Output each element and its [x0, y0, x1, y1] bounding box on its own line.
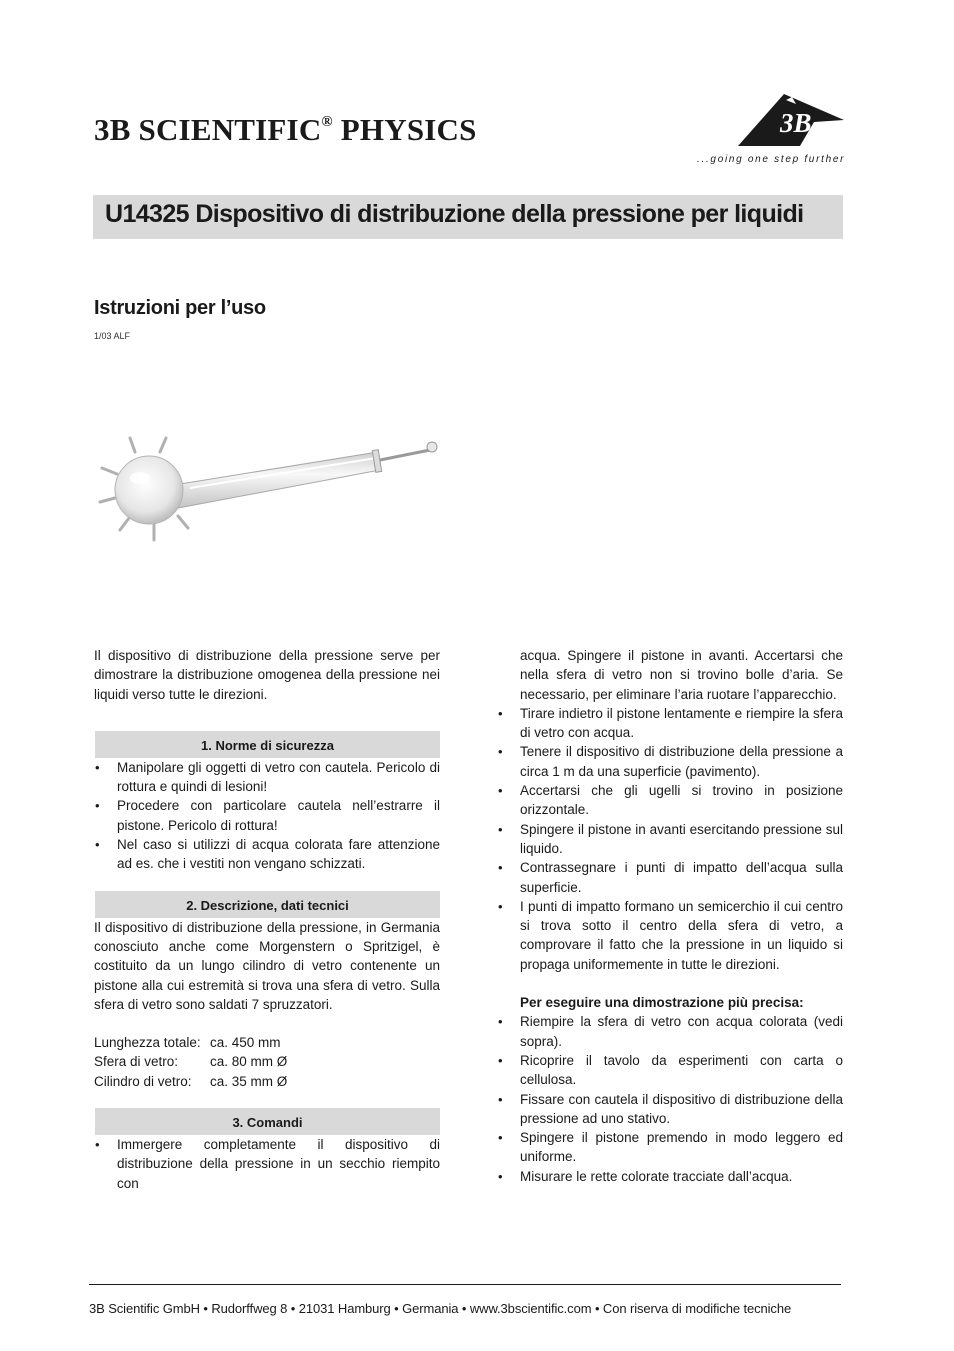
list-item: • Ricoprire il tavolo da esperimenti con carta o cellulosa. — [497, 1051, 843, 1090]
spec-label: Sfera di vetro: — [94, 1054, 179, 1070]
precise-list — [497, 1012, 843, 1186]
registered-mark: ® — [321, 114, 333, 130]
subtitle: Istruzioni per l’uso — [94, 297, 266, 319]
controls-list-right — [497, 704, 843, 974]
list-item: • Spingere il pistone premendo in modo leggero ed uniforme. — [497, 1128, 843, 1167]
right-column — [497, 646, 843, 1186]
list-item: • Accertarsi che gli ugelli si trovino in posizione orizzontale. — [497, 781, 843, 820]
intro-paragraph: Il dispositivo di distribuzione della pressione serve per dimostrare la distribuzione omogenea della pressione nei liquidi verso tutte le direzioni. — [94, 648, 440, 702]
list-item: • I punti di impatto formano un semicerchio il cui centro si trova sotto il centro della sfera di vetro, a comprovare il fatto che la pressione in un liquido si propaga uniformemente in tutte le direzioni. — [497, 897, 843, 974]
spec-row — [94, 1072, 440, 1091]
list-item: • Fissare con cautela il dispositivo di distribuzione della pressione ad uno stativo. — [497, 1090, 843, 1129]
list-item: • Riempire la sfera di vetro con acqua colorata (vedi sopra). — [497, 1012, 843, 1051]
spec-label: Cilindro di vetro: — [94, 1073, 192, 1089]
footer-divider — [89, 1284, 841, 1285]
section-heading-controls: 3. Comandi — [95, 1108, 440, 1135]
list-item: • Immergere completamente il dispositivo di distribuzione della pressione in un secchio riempito con — [94, 1135, 440, 1193]
controls-list-left — [94, 1135, 440, 1193]
safety-list — [94, 758, 440, 874]
version-code: 1/03 ALF — [94, 331, 131, 341]
product-illustration — [94, 430, 444, 560]
section-heading-description: 2. Descrizione, dati tecnici — [95, 891, 440, 918]
list-item: • Procedere con particolare cautela nell’estrarre il pistone. Pericolo di rottura! — [94, 796, 440, 835]
list-item: • Manipolare gli oggetti di vetro con cautela. Pericolo di rottura e quindi di lesioni! — [94, 758, 440, 797]
spec-value: ca. 35 mm Ø — [210, 1073, 288, 1089]
logo-text: 3B — [780, 108, 812, 138]
list-item: • Tenere il dispositivo di distribuzione della pressione a circa 1 m da una superficie (pavimento). — [497, 742, 843, 781]
title-bar — [93, 195, 843, 239]
spec-row — [94, 1052, 440, 1071]
left-column — [94, 646, 440, 1193]
description-paragraph: Il dispositivo di distribuzione della pressione, in Germania conosciuto anche come Morgenstern o Spritzigel, è costituito da un lungo cilindro di vetro contenente un pistone alla cui estremità si trova una sfera di vetro. Sulla sfera di vetro sono saldati 7 spruzzatori. — [94, 919, 440, 1012]
brand-title — [94, 112, 477, 148]
tagline: ...going one step further — [697, 154, 846, 165]
page-title: U14325 Dispositivo di distribuzione della pressione per liquidi — [105, 200, 804, 228]
list-item: • Nel caso si utilizzi di acqua colorata fare attenzione ad es. che i vestiti non vengano schizzati. — [94, 835, 440, 874]
list-item: • Misurare le rette colorate tracciate dall’acqua. — [497, 1167, 843, 1186]
brand-main: 3B SCIENTIFIC — [94, 112, 322, 147]
controls-continuation: acqua. Spingere il pistone in avanti. Accertarsi che nella sfera di vetro non si trovino bolle d’aria. Se necessario, per eliminare l’aria ruotare l’apparecchio. — [520, 648, 843, 702]
section-heading-safety: 1. Norme di sicurezza — [95, 731, 440, 758]
spec-value: ca. 80 mm Ø — [210, 1054, 288, 1070]
spec-row — [94, 1033, 440, 1052]
list-item: • Contrassegnare i punti di impatto dell’acqua sulla superficie. — [497, 858, 843, 897]
footer-text: 3B Scientific GmbH • Rudorffweg 8 • 21031 Hamburg • Germania • www.3bscientific.com • Con riserva di modifiche tecniche — [89, 1301, 792, 1316]
spec-value: ca. 450 mm — [210, 1035, 281, 1051]
list-item: • Tirare indietro il pistone lentamente e riempire la sfera di vetro con acqua. — [497, 704, 843, 743]
spec-list — [94, 1033, 440, 1091]
list-item: • Spingere il pistone in avanti esercitando pressione sul liquido. — [497, 820, 843, 859]
precise-heading: Per eseguire una dimostrazione più precisa: — [520, 995, 804, 1011]
brand-suffix: PHYSICS — [332, 112, 477, 147]
spec-label: Lunghezza totale: — [94, 1035, 201, 1051]
